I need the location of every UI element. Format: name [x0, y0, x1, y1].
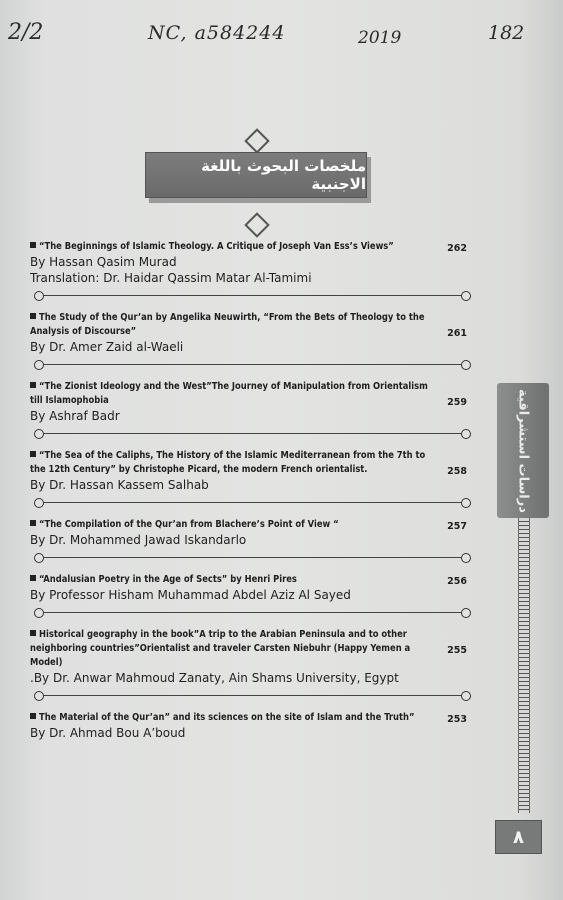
- section-header: [135, 130, 375, 238]
- journal-side-tab: [497, 383, 549, 518]
- page-number: ٨: [495, 820, 542, 854]
- ornament-top-icon: [244, 128, 269, 153]
- divider: [30, 358, 475, 372]
- entry-title: “The Zionist Ideology and the West”The Journey of Manipulation from Orientalism till Islamophobia: [30, 381, 428, 406]
- entry-page: 257: [447, 521, 467, 532]
- entry-title-row: [30, 311, 475, 339]
- entry-author: By Dr. Mohammed Jawad Iskandarlo: [30, 533, 247, 547]
- handwritten-annotation-code: NC, a584244: [148, 22, 286, 44]
- list-item: [30, 711, 475, 741]
- list-item: [30, 628, 475, 703]
- entry-page: 262: [447, 243, 467, 254]
- entry-translator: Translation: Dr. Haidar Qassim Matar Al-Tamimi: [30, 271, 312, 285]
- entry-author: By Dr. Hassan Kassem Salhab: [30, 478, 209, 492]
- entry-title-row: [30, 449, 475, 477]
- section-title: ملخصات البحوث باللغة الاجنبية: [201, 157, 366, 193]
- bullet-icon: [30, 713, 36, 719]
- entry-title: The Material of the Qur’an” and its sciences on the site of Islam and the Truth”: [39, 712, 415, 723]
- entry-author: By Ashraf Badr: [30, 409, 120, 423]
- entry-author: By Dr. Amer Zaid al-Waeli: [30, 340, 184, 354]
- section-title-box: [145, 152, 367, 198]
- list-item: [30, 449, 475, 510]
- handwritten-annotation-year: 2019: [358, 28, 402, 48]
- abstracts-list: [30, 240, 475, 749]
- entry-title: “The Compilation of the Qur’an from Blachere’s Point of View “: [39, 519, 339, 530]
- entry-title: “The Beginnings of Islamic Theology. A Critique of Joseph Van Ess’s Views”: [39, 241, 394, 252]
- entry-author: By Professor Hisham Muhammad Abdel Aziz Al Sayed: [30, 588, 351, 602]
- side-tab-label: دراسات استشراقية: [515, 388, 531, 513]
- entry-page: 253: [447, 714, 467, 725]
- list-item: [30, 380, 475, 441]
- ornament-bottom-icon: [244, 212, 269, 237]
- handwritten-annotation-left: 2/2: [8, 20, 44, 45]
- divider: [30, 496, 475, 510]
- entry-author: By Hassan Qasim Murad: [30, 255, 177, 269]
- entry-page: 258: [447, 466, 467, 477]
- list-item: [30, 518, 475, 565]
- entry-page: 256: [447, 576, 467, 587]
- entry-title: The Study of the Qur’an by Angelika Neuwirth, “From the Bets of Theology to the Analysis of Discourse”: [30, 312, 425, 337]
- entry-title-row: [30, 380, 475, 408]
- entry-title-row: [30, 573, 475, 587]
- decorative-border: [518, 518, 530, 813]
- entry-title-row: [30, 628, 475, 670]
- entry-page: 255: [447, 645, 467, 656]
- bullet-icon: [30, 575, 36, 581]
- entry-title: “Andalusian Poetry in the Age of Sects” by Henri Pires: [39, 574, 297, 585]
- bullet-icon: [30, 451, 36, 457]
- entry-author: By Dr. Ahmad Bou A’boud: [30, 726, 186, 740]
- handwritten-annotation-right: 182: [488, 22, 525, 44]
- entry-title-row: [30, 518, 475, 532]
- entry-page: 261: [447, 328, 467, 339]
- divider: [30, 289, 475, 303]
- divider: [30, 551, 475, 565]
- entry-page: 259: [447, 397, 467, 408]
- list-item: [30, 311, 475, 372]
- list-item: [30, 240, 475, 303]
- entry-author: .By Dr. Anwar Mahmoud Zanaty, Ain Shams University, Egypt: [30, 671, 399, 685]
- bullet-icon: [30, 520, 36, 526]
- entry-title-row: [30, 711, 475, 725]
- divider: [30, 689, 475, 703]
- entry-title: Historical geography in the book”A trip to the Arabian Peninsula and to other neighboring countries”Orientalist and traveler Carsten Niebuhr (Happy Yemen a Model): [30, 629, 411, 668]
- divider: [30, 606, 475, 620]
- bullet-icon: [30, 630, 36, 636]
- bullet-icon: [30, 242, 36, 248]
- divider: [30, 427, 475, 441]
- entry-title: “The Sea of the Caliphs, The History of the Islamic Mediterranean from the 7th to the 12th Century” by Christophe Picard, the modern French orientalist.: [30, 450, 426, 475]
- list-item: [30, 573, 475, 620]
- entry-title-row: [30, 240, 475, 254]
- bullet-icon: [30, 313, 36, 319]
- bullet-icon: [30, 382, 36, 388]
